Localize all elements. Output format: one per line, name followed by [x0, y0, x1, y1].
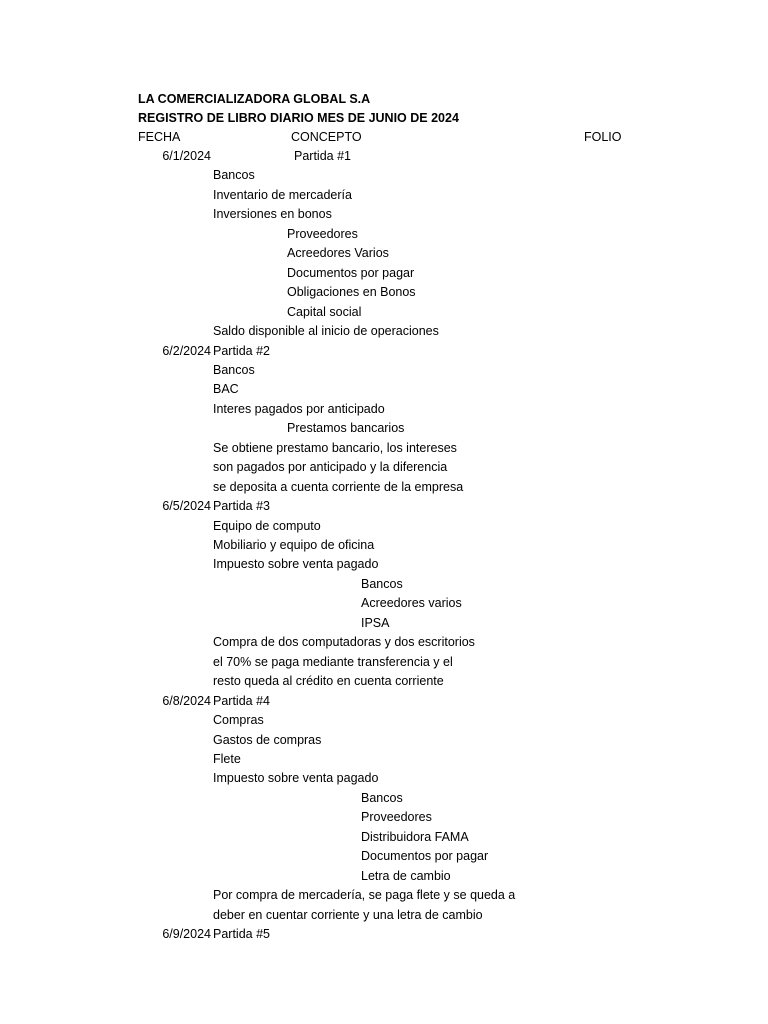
partida-label: Partida #1 — [294, 149, 351, 163]
journal-row — [0, 380, 768, 400]
journal-row — [0, 769, 768, 789]
entry-text: Obligaciones en Bonos — [287, 285, 416, 300]
journal-row — [0, 517, 768, 537]
entry-text: Mobiliario y equipo de oficina — [213, 538, 375, 552]
entry-text: Acreedores Varios — [287, 246, 389, 261]
journal-row — [0, 867, 768, 887]
entry-text: Gastos de compras — [213, 732, 322, 747]
entry-text: Capital social — [287, 304, 362, 319]
journal-row — [0, 536, 768, 556]
entry-text: Bancos — [361, 790, 403, 805]
journal-row — [0, 653, 768, 673]
partida-label: Partida #2 — [213, 343, 270, 358]
entry-text: Bancos — [361, 576, 403, 591]
entry-text: Bancos — [213, 168, 255, 183]
journal-row — [0, 478, 768, 498]
journal-row — [0, 555, 768, 575]
entry-text: resto queda al crédito en cuenta corriente — [213, 674, 444, 689]
entry-text: Compras — [213, 713, 264, 728]
entry-text: Prestamos bancarios — [287, 421, 405, 436]
journal-row — [0, 497, 768, 517]
entry-text: Impuesto sobre venta pagado — [213, 771, 379, 786]
entry-text: Se obtiene prestamo bancario, los intereses — [213, 440, 457, 455]
entry-text: deber en cuentar corriente y una letra de cambio — [213, 907, 483, 922]
journal-row — [0, 303, 768, 323]
document-title: REGISTRO DE LIBRO DIARIO MES DE JUNIO DE 2024 — [138, 111, 459, 125]
journal-row — [0, 458, 768, 478]
entry-text: son pagados por anticipado y la diferencia — [213, 460, 448, 475]
journal-row — [0, 925, 768, 945]
entry-text: Interes pagados por anticipado — [213, 401, 385, 416]
journal-row — [0, 322, 768, 342]
entry-date: 6/2/2024 — [162, 343, 211, 358]
entry-text: IPSA — [361, 615, 390, 630]
entry-text: Proveedores — [287, 226, 358, 241]
entry-date: 6/9/2024 — [162, 927, 211, 941]
entry-date: 6/1/2024 — [162, 149, 211, 163]
entry-text: Saldo disponible al inicio de operaciones — [213, 324, 439, 339]
entry-text: se deposita a cuenta corriente de la empresa — [213, 479, 464, 494]
entry-text: Letra de cambio — [361, 868, 451, 883]
entry-date: 6/8/2024 — [162, 693, 211, 708]
journal-row — [0, 828, 768, 848]
journal-row — [0, 283, 768, 303]
journal-row — [0, 147, 768, 167]
journal-row — [0, 225, 768, 245]
journal-row — [0, 575, 768, 595]
journal-row — [0, 750, 768, 770]
partida-label: Partida #5 — [213, 927, 270, 941]
journal-row — [0, 594, 768, 614]
journal-row — [0, 244, 768, 264]
column-header-fecha: FECHA — [138, 130, 181, 144]
journal-row — [0, 264, 768, 284]
entry-text: Distribuidora FAMA — [361, 829, 469, 844]
column-header-folio: FOLIO — [584, 130, 622, 144]
journal-row — [0, 361, 768, 381]
journal-row — [0, 672, 768, 692]
entry-text: Acreedores varios — [361, 596, 462, 611]
journal-row — [0, 789, 768, 809]
entry-text: el 70% se paga mediante transferencia y el — [213, 654, 453, 669]
journal-row — [0, 731, 768, 751]
journal-row — [0, 711, 768, 731]
journal-row — [0, 400, 768, 420]
journal-row — [0, 614, 768, 634]
entry-text: Bancos — [213, 362, 255, 377]
entry-text: Documentos por pagar — [361, 849, 489, 864]
journal-row — [0, 186, 768, 206]
journal-row — [0, 808, 768, 828]
journal-row — [0, 633, 768, 653]
journal-row — [0, 166, 768, 186]
entry-date: 6/5/2024 — [162, 499, 211, 514]
column-header-concepto: CONCEPTO — [291, 130, 362, 144]
company-name: LA COMERCIALIZADORA GLOBAL S.A — [138, 92, 371, 106]
entry-text: Equipo de computo — [213, 518, 321, 533]
journal-row — [0, 342, 768, 362]
entry-text: Documentos por pagar — [287, 265, 415, 280]
entry-text: Inventario de mercadería — [213, 187, 352, 202]
journal-row — [0, 847, 768, 867]
journal-row — [0, 906, 768, 926]
entry-text: Inversiones en bonos — [213, 207, 332, 222]
entry-text: Por compra de mercadería, se paga flete y se queda a — [213, 888, 516, 903]
entry-text: Proveedores — [361, 810, 432, 825]
entry-text: Impuesto sobre venta pagado — [213, 557, 379, 572]
journal-row — [0, 439, 768, 459]
partida-label: Partida #3 — [213, 499, 270, 514]
partida-label: Partida #4 — [213, 693, 270, 708]
entry-text: BAC — [213, 382, 239, 397]
entry-text: Compra de dos computadoras y dos escritorios — [213, 635, 475, 650]
journal-row — [0, 205, 768, 225]
journal-row — [0, 692, 768, 712]
journal-row — [0, 419, 768, 439]
journal-row — [0, 886, 768, 906]
entry-text: Flete — [213, 751, 241, 766]
